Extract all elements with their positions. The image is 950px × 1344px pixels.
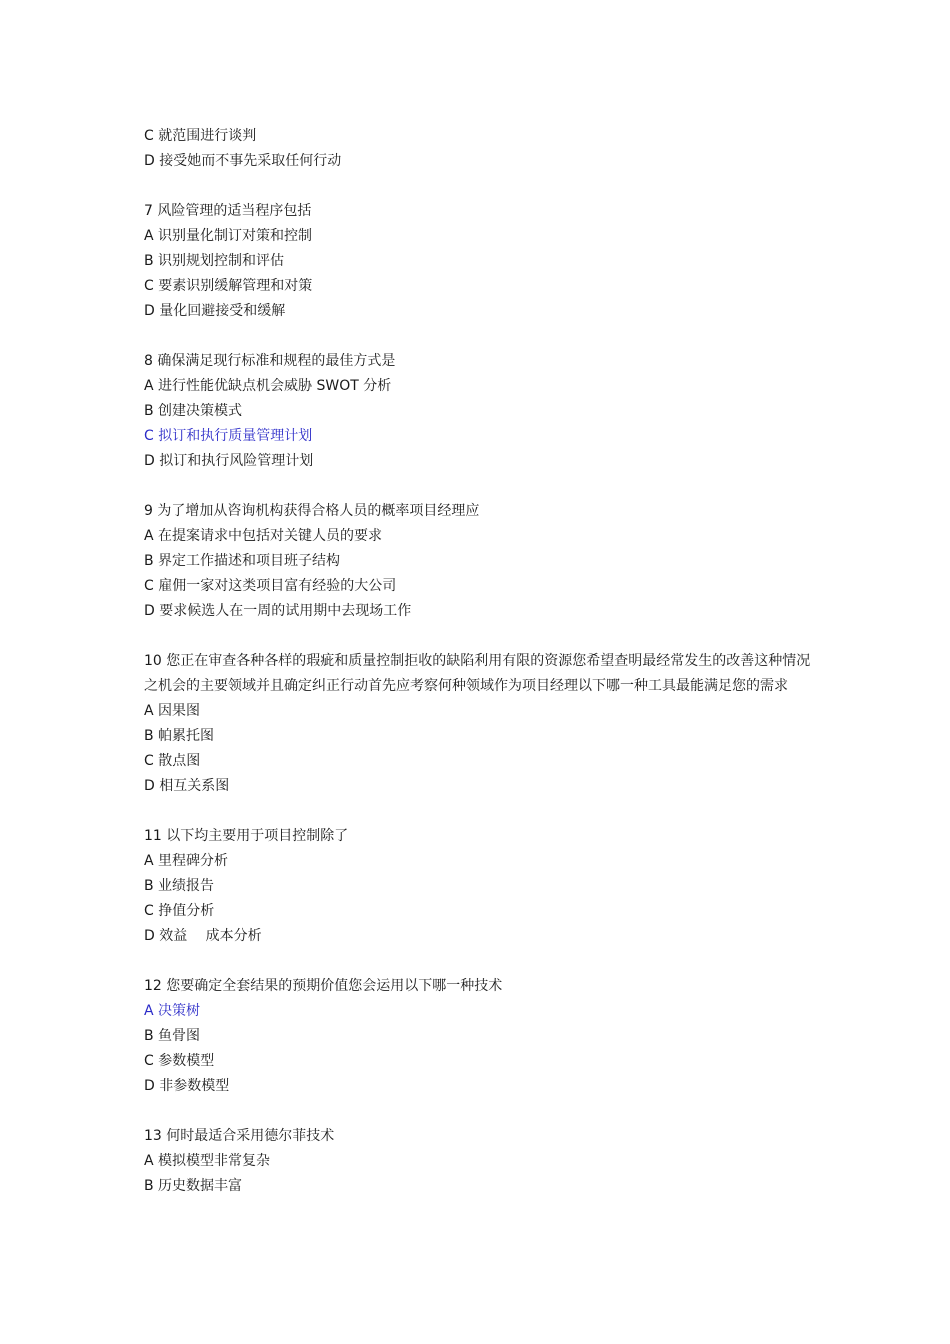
spacer (144, 799, 814, 824)
option-b: B 业绩报告 (144, 878, 215, 894)
question-text: 7 风险管理的适当程序包括 (144, 203, 312, 219)
option-b: B 鱼骨图 (144, 1028, 201, 1044)
spacer (144, 1099, 814, 1124)
option-d: D 接受她而不事先采取任何行动 (144, 153, 342, 169)
spacer (144, 474, 814, 499)
option-c: C 参数模型 (144, 1053, 215, 1069)
question-6-remaining-options (144, 124, 814, 174)
question-11 (144, 824, 814, 949)
spacer (144, 174, 814, 199)
option-c: C 雇佣一家对这类项目富有经验的大公司 (144, 578, 397, 594)
document-content (144, 124, 814, 1199)
option-b: B 历史数据丰富 (144, 1178, 243, 1194)
option-d: D 量化回避接受和缓解 (144, 303, 286, 319)
spacer (144, 624, 814, 649)
question-7 (144, 199, 814, 324)
question-text: 13 何时最适合采用德尔菲技术 (144, 1128, 335, 1144)
question-12 (144, 974, 814, 1099)
option-c: C 要素识别缓解管理和对策 (144, 278, 313, 294)
option-c: C 挣值分析 (144, 903, 215, 919)
question-text: 11 以下均主要用于项目控制除了 (144, 828, 349, 844)
option-a: A 进行性能优缺点机会威胁 SWOT 分析 (144, 378, 392, 394)
spacer (144, 324, 814, 349)
option-a: A 识别量化制订对策和控制 (144, 228, 313, 244)
option-b: B 界定工作描述和项目班子结构 (144, 553, 341, 569)
question-text: 8 确保满足现行标准和规程的最佳方式是 (144, 353, 396, 369)
option-a: A 里程碑分析 (144, 853, 229, 869)
option-a: A 在提案请求中包括对关键人员的要求 (144, 528, 383, 544)
question-13 (144, 1124, 814, 1199)
option-a-highlighted: A 决策树 (144, 1003, 201, 1019)
question-text: 9 为了增加从咨询机构获得合格人员的概率项目经理应 (144, 503, 480, 519)
option-d: D 相互关系图 (144, 778, 230, 794)
option-b: B 创建决策模式 (144, 403, 243, 419)
option-d: D 效益 成本分析 (144, 928, 262, 944)
spacer (144, 949, 814, 974)
option-d: D 拟订和执行风险管理计划 (144, 453, 314, 469)
question-text: 10 您正在审查各种各样的瑕疵和质量控制拒收的缺陷利用有限的资源您希望查明最经常发生的改善这种情况之机会的主要领域并且确定纠正行动首先应考察何种领域作为项目经理以下哪一种工具最能满足您的需求 (144, 653, 811, 694)
question-9 (144, 499, 814, 624)
option-b: B 识别规划控制和评估 (144, 253, 285, 269)
option-a: A 因果图 (144, 703, 201, 719)
question-8 (144, 349, 814, 474)
question-10 (144, 649, 814, 799)
option-d: D 非参数模型 (144, 1078, 230, 1094)
question-text: 12 您要确定全套结果的预期价值您会运用以下哪一种技术 (144, 978, 503, 994)
option-b: B 帕累托图 (144, 728, 215, 744)
option-a: A 模拟模型非常复杂 (144, 1153, 271, 1169)
option-c: C 散点图 (144, 753, 201, 769)
option-c: C 就范围进行谈判 (144, 128, 257, 144)
option-c-highlighted: C 拟订和执行质量管理计划 (144, 428, 313, 444)
option-d: D 要求候选人在一周的试用期中去现场工作 (144, 603, 412, 619)
